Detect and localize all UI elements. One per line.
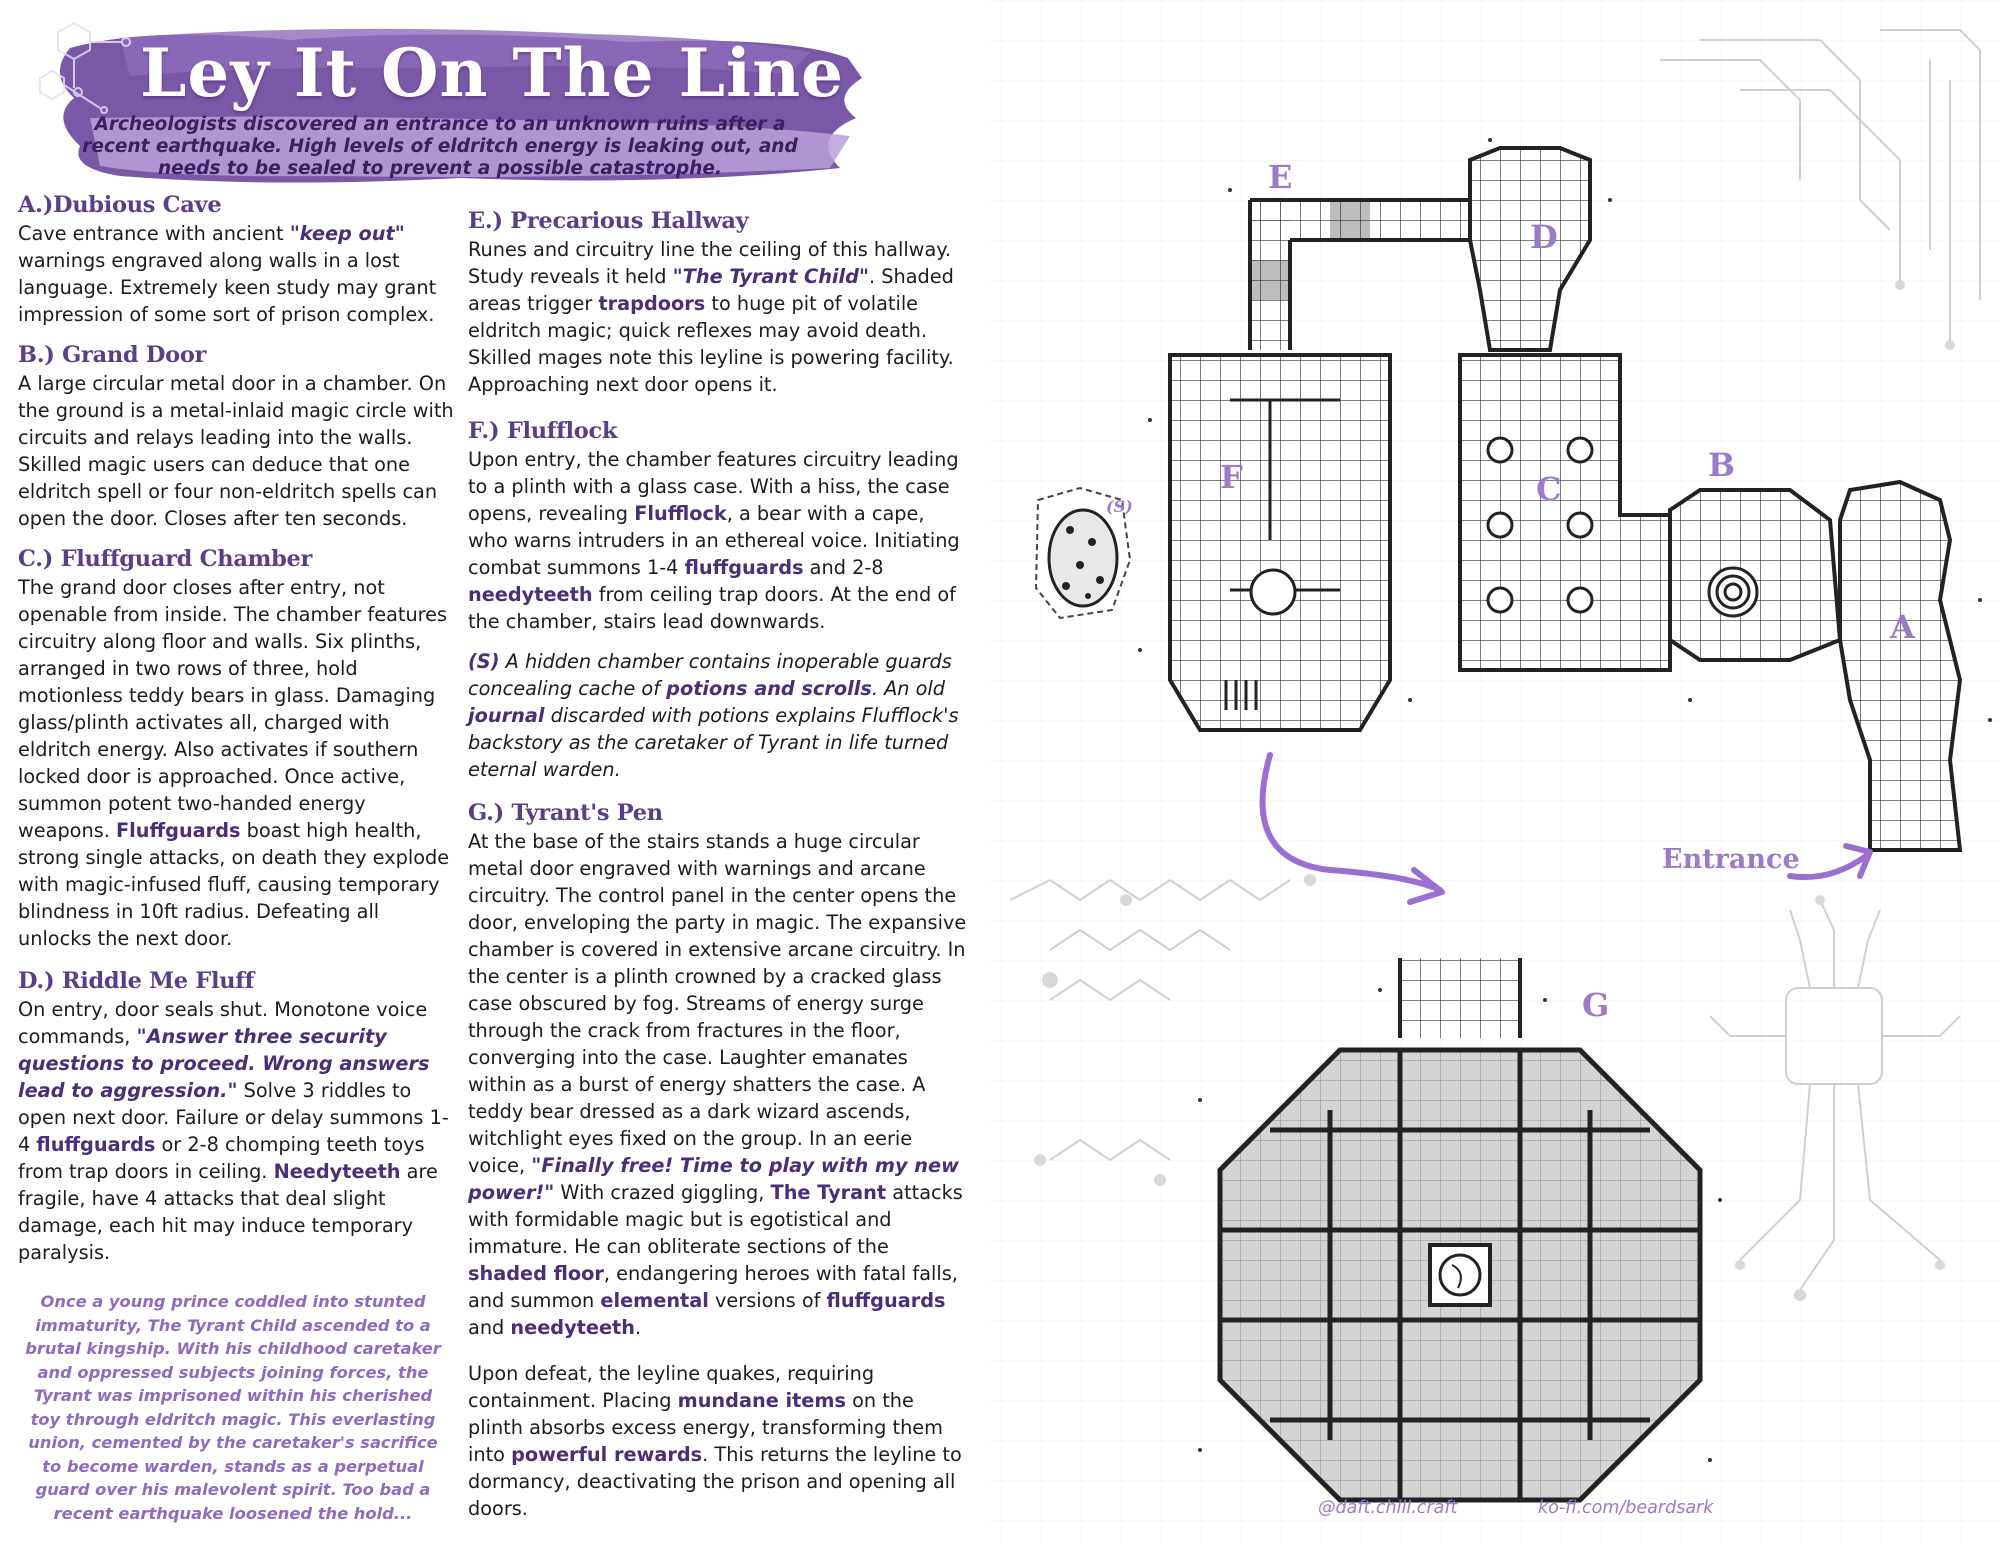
backstory-text: Once a young prince coddled into stunted immaturity, The Tyrant Child ascended to a brutal kingship. With his childhood caretaker and oppressed subjects joining forces, the Tyrant was imprisoned within his cherished toy through eldritch magic. This everlasting union, cemented by the caretaker's sacrifice to become warden, stands as a perpetual guard over his malevolent spirit. Too bad a recent earthquake loosened the hold... (25, 1292, 441, 1523)
section-body: On entry, door seals shut. Monotone voice commands, "Answer three security questions to proceed. Wrong answers lead to aggression." Solve 3 riddles to open next door. Failure or delay summons 1-4 fluffguards or 2-8 chomping teeth toys from trap doors in ceiling. Needyteeth are fragile, have 4 attacks that deal slight damage, each hit may induce temporary paralysis. (18, 998, 449, 1264)
section-body: Runes and circuitry line the ceiling of this hallway. Study reveals it held "The Tyrant Child". Shaded areas trigger trapdoors to huge pit of volatile eldritch magic; quick reflexes may avoid death. Skilled mages note this leyline is powering facility. Approaching next door opens it. (468, 238, 954, 396)
section-ending (468, 1358, 968, 1522)
page-title: Ley It On The Line (140, 34, 845, 112)
label-d: D (1530, 218, 1558, 256)
section-heading: B.) Grand Door (18, 342, 207, 368)
section-d (18, 968, 458, 1266)
section-body: The grand door closes after entry, not openable from inside. The chamber features circuitry along floor and walls. Six plinths, arranged in two rows of three, hold motionless teddy bears in glass. Damaging glass/plinth activates all, charged with eldritch energy. Also activates if southern locked door is approached. Once active, summon potent two-handed energy weapons. Fluffguards boast high health, strong single attacks, on death they explode with magic-infused fluff, causing temporary blindness in 10ft radius. Defeating all unlocks the next door. (18, 576, 450, 950)
room-f (1170, 355, 1390, 730)
section-heading: A.)Dubious Cave (18, 192, 222, 218)
section-heading: G.) Tyrant's Pen (468, 800, 663, 826)
section-body: (S) A hidden chamber contains inoperable guards concealing cache of potions and scrolls. An old journal discarded with potions explains Flufflock's backstory as the caretaker of Tyrant in life turned eternal warden. (468, 650, 959, 781)
section-e (468, 208, 968, 398)
label-e: E (1268, 158, 1293, 196)
kofi-link[interactable]: ko-fi.com/beardsark (1538, 1498, 1714, 1518)
section-f (468, 418, 968, 635)
social-handle: @daft.chill.craft (1318, 1498, 1458, 1518)
section-s (468, 646, 968, 783)
section-body: At the base of the stairs stands a huge circular metal door engraved with warnings and arcane circuitry. The control panel in the center opens the door, enveloping the party in magic. The expansive chamber is covered in extensive arcane circuitry. In the center is a plinth crowned by a cracked glass case obscured by fog. Streams of energy surge through the crack from fractures in the floor, converging into the case. Laughter emanates within as a burst of energy shatters the case. A teddy bear dressed as a dark wizard ascends, witchlight eyes fixed on the group. In an eerie voice, "Finally free! Time to play with my new power!" With crazed giggling, The Tyrant attacks with formidable magic but is egotistical and immature. He can obliterate sections of the shaded floor, endangering heroes with fatal falls, and summon elemental versions of fluffguards and needyteeth. (468, 830, 967, 1339)
section-c (18, 546, 458, 952)
label-c: C (1536, 470, 1562, 508)
section-body: Upon entry, the chamber features circuitry leading to a plinth with a glass case. With a hiss, the case opens, revealing Flufflock, a bear with a cape, who warns intruders in an ethereal voice. Initiating combat summons 1-4 fluffguards and 2-8 needyteeth from ceiling trap doors. At the end of the chamber, stairs lead downwards. (468, 448, 960, 633)
label-f: F (1220, 458, 1243, 496)
section-a (18, 192, 458, 328)
label-b: B (1708, 446, 1736, 484)
room-b (1670, 490, 1840, 660)
label-s: (S) (1106, 497, 1133, 516)
section-b (18, 342, 458, 532)
section-heading: E.) Precarious Hallway (468, 208, 749, 234)
section-body: Upon defeat, the leyline quakes, requiring containment. Placing mundane items on the plinth absorbs excess energy, transforming them into powerful rewards. This returns the leyline to dormancy, deactivating the prison and opening all doors. (468, 1362, 962, 1520)
dungeon-map (990, 0, 2000, 1545)
label-a: A (1890, 608, 1915, 646)
intro-text: Archeologists discovered an entrance to an unknown ruins after a recent earthquake. High levels of eldritch energy is leaking out, and needs to be sealed to prevent a possible catastrophe. (82, 114, 798, 179)
section-heading: F.) Flufflock (468, 418, 618, 444)
section-body: Cave entrance with ancient "keep out" warnings engraved along walls in a lost language. Extremely keen study may grant impression of some sort of prison complex. (18, 222, 437, 326)
entrance-label: Entrance (1662, 844, 1800, 875)
section-body: A large circular metal door in a chamber. On the ground is a metal-inlaid magic circle with circuits and relays leading into the walls. Skilled magic users can deduce that one eldritch spell or four non-eldritch spells can open the door. Closes after ten seconds. (18, 372, 454, 530)
section-g (468, 800, 968, 1341)
label-g: G (1582, 986, 1610, 1024)
section-heading: C.) Fluffguard Chamber (18, 546, 313, 572)
section-heading: D.) Riddle Me Fluff (18, 968, 255, 994)
